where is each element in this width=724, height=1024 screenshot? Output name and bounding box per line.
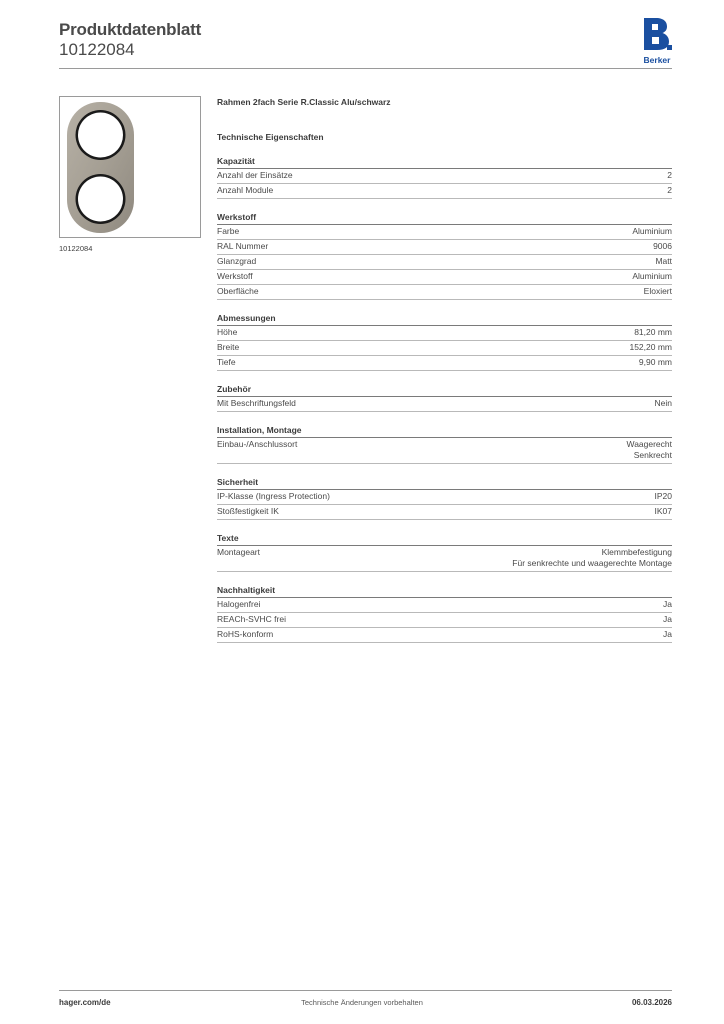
property-row bbox=[217, 184, 672, 199]
section-title: Kapazität bbox=[217, 155, 672, 169]
property-value-line: Für senkrechte und waagerechte Montage bbox=[512, 558, 672, 568]
section-title: Texte bbox=[217, 532, 672, 546]
property-value-line: 2 bbox=[667, 185, 672, 195]
property-row bbox=[217, 169, 672, 184]
property-value-line: IP20 bbox=[654, 491, 672, 501]
property-value bbox=[639, 357, 672, 368]
property-value-line: Ja bbox=[663, 614, 672, 624]
property-section bbox=[217, 424, 672, 464]
property-value-line: 2 bbox=[667, 170, 672, 180]
property-value-line: 9,90 mm bbox=[638, 357, 672, 367]
properties-sections bbox=[217, 155, 672, 643]
property-value bbox=[629, 342, 672, 353]
property-section bbox=[217, 532, 672, 572]
property-value bbox=[626, 439, 672, 461]
product-details bbox=[217, 96, 672, 643]
property-label: Glanzgrad bbox=[217, 256, 257, 266]
property-label: Anzahl der Einsätze bbox=[217, 170, 293, 180]
property-value-line: IK07 bbox=[654, 506, 672, 516]
property-value bbox=[644, 286, 672, 297]
footer-date: 06.03.2026 bbox=[631, 998, 672, 1007]
property-label: REACh-SVHC frei bbox=[217, 614, 286, 624]
property-label: Anzahl Module bbox=[217, 185, 274, 195]
property-value bbox=[655, 491, 673, 502]
property-value bbox=[512, 547, 672, 569]
brand-name: Berker bbox=[643, 55, 671, 65]
property-row bbox=[217, 326, 672, 341]
berker-b-icon bbox=[640, 16, 674, 52]
footer-divider bbox=[59, 990, 672, 991]
property-value bbox=[655, 256, 672, 267]
property-section bbox=[217, 211, 672, 300]
property-row bbox=[217, 505, 672, 520]
property-label: Einbau-/Anschlussort bbox=[217, 439, 298, 449]
property-row bbox=[217, 490, 672, 505]
property-row bbox=[217, 397, 672, 412]
property-label: RoHS-konform bbox=[217, 629, 274, 639]
property-row bbox=[217, 255, 672, 270]
property-row bbox=[217, 628, 672, 643]
property-row bbox=[217, 341, 672, 356]
property-value-line: Aluminium bbox=[632, 271, 672, 281]
product-name: Rahmen 2fach Serie R.Classic Alu/schwarz bbox=[217, 97, 391, 107]
property-section bbox=[217, 584, 672, 643]
property-value-line: Ja bbox=[663, 599, 672, 609]
property-label: Stoßfestigkeit IK bbox=[217, 506, 279, 516]
product-image bbox=[59, 96, 201, 238]
property-label: Höhe bbox=[217, 327, 238, 337]
property-label: IP-Klasse (Ingress Protection) bbox=[217, 491, 330, 501]
property-value bbox=[663, 599, 672, 610]
section-title: Nachhaltigkeit bbox=[217, 584, 672, 598]
header-divider bbox=[59, 68, 672, 69]
property-value bbox=[632, 271, 672, 282]
property-value-line: Aluminium bbox=[632, 226, 672, 236]
berker-logo bbox=[640, 16, 674, 65]
property-row bbox=[217, 598, 672, 613]
property-section bbox=[217, 312, 672, 371]
property-value-line: Nein bbox=[654, 398, 672, 408]
property-row bbox=[217, 270, 672, 285]
property-value-line: Senkrecht bbox=[633, 450, 672, 460]
property-value bbox=[663, 629, 672, 640]
property-value-line: 9006 bbox=[653, 241, 672, 251]
property-section bbox=[217, 383, 672, 412]
property-row bbox=[217, 285, 672, 300]
property-row bbox=[217, 225, 672, 240]
section-title: Abmessungen bbox=[217, 312, 672, 326]
property-row bbox=[217, 546, 672, 572]
image-caption: 10122084 bbox=[59, 244, 93, 253]
property-label: RAL Nummer bbox=[217, 241, 269, 251]
property-label: Breite bbox=[217, 342, 240, 352]
property-value bbox=[653, 241, 672, 252]
section-title: Werkstoff bbox=[217, 211, 672, 225]
property-value bbox=[667, 185, 672, 196]
property-label: Tiefe bbox=[217, 357, 236, 367]
property-value-line: Ja bbox=[663, 629, 672, 639]
property-value-line: 81,20 mm bbox=[634, 327, 672, 337]
property-value bbox=[655, 398, 672, 409]
footer-disclaimer: Technische Änderungen vorbehalten bbox=[301, 998, 423, 1007]
property-row bbox=[217, 438, 672, 464]
property-value-line: Eloxiert bbox=[643, 286, 672, 296]
property-label: Montageart bbox=[217, 547, 260, 557]
property-section bbox=[217, 476, 672, 520]
section-title: Installation, Montage bbox=[217, 424, 672, 438]
technical-properties-heading: Technische Eigenschaften bbox=[217, 132, 324, 142]
property-value bbox=[655, 506, 673, 517]
property-row bbox=[217, 240, 672, 255]
page-title: Produktdatenblatt bbox=[59, 20, 202, 39]
property-row bbox=[217, 356, 672, 371]
property-value bbox=[667, 170, 672, 181]
property-label: Mit Beschriftungsfeld bbox=[217, 398, 296, 408]
property-value-line: 152,20 mm bbox=[629, 342, 672, 352]
property-value bbox=[634, 327, 672, 338]
section-title: Sicherheit bbox=[217, 476, 672, 490]
property-label: Werkstoff bbox=[217, 271, 253, 281]
property-value-line: Klemmbefestigung bbox=[601, 547, 672, 557]
property-label: Farbe bbox=[217, 226, 240, 236]
article-number: 10122084 bbox=[59, 40, 135, 59]
property-label: Oberfläche bbox=[217, 286, 259, 296]
property-value bbox=[663, 614, 672, 625]
property-value bbox=[632, 226, 672, 237]
property-value-line: Matt bbox=[655, 256, 672, 266]
property-label: Halogenfrei bbox=[217, 599, 261, 609]
property-section bbox=[217, 155, 672, 199]
property-row bbox=[217, 613, 672, 628]
double-frame-image bbox=[60, 97, 200, 237]
property-value-line: Waagerecht bbox=[626, 439, 672, 449]
document-header bbox=[59, 20, 201, 60]
footer-website: hager.com/de bbox=[59, 998, 111, 1007]
section-title: Zubehör bbox=[217, 383, 672, 397]
